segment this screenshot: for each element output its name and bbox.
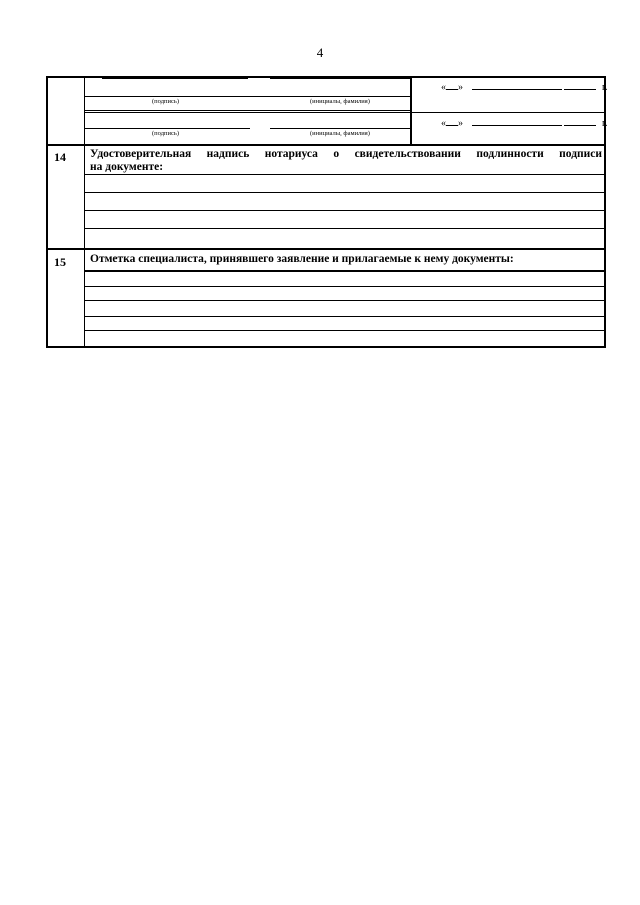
number-column-divider — [84, 78, 85, 346]
section-14-line-2 — [84, 192, 604, 193]
month-blank-2 — [472, 116, 562, 126]
signature-caption-2: (подпись) — [152, 130, 179, 137]
date-column-divider — [410, 78, 412, 144]
month-blank-1 — [472, 80, 562, 90]
date-open-quote-1: « — [441, 82, 446, 93]
section-14-label-line-2: на документе: — [90, 161, 164, 173]
page-number: 4 — [316, 45, 324, 60]
date-field-2 — [441, 116, 607, 129]
form-table — [46, 76, 606, 348]
section-14-number: 14 — [54, 150, 66, 164]
section-14-line-3 — [84, 210, 604, 211]
signature-underline-2 — [84, 128, 250, 129]
section-14-label — [90, 148, 602, 174]
date-close-quote-1: » — [458, 82, 463, 93]
section-15-line-3 — [84, 300, 604, 301]
section-14-label-line-1: Удостоверительная надпись нотариуса о свидетельствовании подлинности подписи — [90, 148, 602, 160]
name-underline-1 — [270, 78, 410, 79]
date-open-quote-2: « — [441, 118, 446, 129]
year-blank-1 — [564, 80, 596, 90]
year-blank-2 — [564, 116, 596, 126]
signature-row-1-bottom — [84, 110, 410, 111]
signature-underline-1 — [102, 78, 248, 79]
section-15-label: Отметка специалиста, принявшего заявление и прилагаемые к нему документы: — [90, 253, 514, 265]
name-underline-2 — [270, 128, 410, 129]
section-14-line-1 — [84, 174, 604, 175]
section-15-number: 15 — [54, 255, 66, 269]
section-14-line-4 — [84, 228, 604, 229]
section-15-line-5 — [84, 330, 604, 331]
section-15-line-4 — [84, 316, 604, 317]
signature-separator — [84, 112, 606, 113]
date-field-1 — [441, 80, 607, 93]
date-close-quote-2: » — [458, 118, 463, 129]
section-15-top-border — [48, 248, 604, 250]
year-suffix-1: г. — [602, 82, 608, 93]
section-14-top-border — [48, 144, 604, 146]
day-blank-1 — [446, 80, 458, 90]
name-caption-2: (инициалы, фамилия) — [310, 130, 370, 137]
signature-row-1-line — [84, 96, 410, 97]
year-suffix-2: г. — [602, 118, 608, 129]
section-15-line-2 — [84, 286, 604, 287]
name-caption-1: (инициалы, фамилия) — [310, 98, 370, 105]
day-blank-2 — [446, 116, 458, 126]
section-15-line-1 — [84, 270, 604, 272]
signature-caption-1: (подпись) — [152, 98, 179, 105]
